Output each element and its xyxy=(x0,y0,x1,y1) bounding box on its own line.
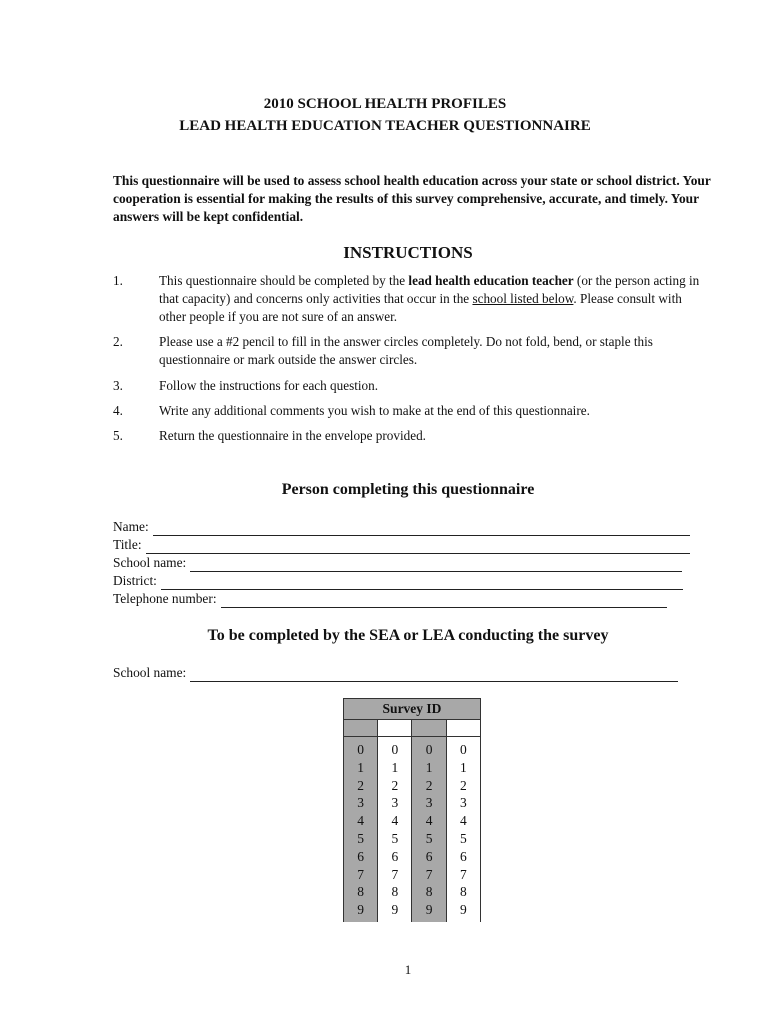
survey-id-box[interactable] xyxy=(378,720,412,737)
survey-id-digit[interactable]: 2 xyxy=(459,777,467,793)
survey-id-digit[interactable]: 2 xyxy=(425,777,433,793)
sea-section-heading: To be completed by the SEA or LEA conducting the survey xyxy=(207,627,609,644)
survey-id-digit[interactable]: 5 xyxy=(357,830,364,846)
survey-id-box[interactable] xyxy=(446,720,480,737)
survey-id-digit[interactable]: 6 xyxy=(425,848,433,864)
intro-paragraph: This questionnaire will be used to assess school health education across your state or school district. Your cooperation is essential for making the results of this survey comprehensive, accurate, and timely. Your answers will be kept confidential. xyxy=(113,173,711,224)
survey-id-digit[interactable]: 3 xyxy=(391,795,399,811)
survey-id-digit[interactable]: 4 xyxy=(391,813,399,829)
instruction-text: Return the questionnaire in the envelope provided. xyxy=(159,428,426,443)
survey-id-digit[interactable]: 8 xyxy=(459,884,467,900)
survey-id-digit[interactable]: 5 xyxy=(391,830,399,846)
survey-id-digit[interactable]: 3 xyxy=(425,795,433,811)
survey-id-digit[interactable]: 0 xyxy=(459,742,467,757)
survey-id-label: Survey ID xyxy=(344,699,481,720)
survey-id-digit[interactable]: 8 xyxy=(391,884,399,900)
document-title-line2: LEAD HEALTH EDUCATION TEACHER QUESTIONNAIRE xyxy=(179,118,591,134)
survey-id-digit[interactable]: 6 xyxy=(459,848,467,864)
survey-id-digit[interactable]: 1 xyxy=(391,759,399,775)
survey-id-digit[interactable]: 1 xyxy=(425,759,433,775)
survey-id-digit[interactable]: 3 xyxy=(459,795,467,811)
instruction-text: Please use a #2 pencil to fill in the answer circles completely. Do not fold, bend, or staple this questionnaire or mark outside the answer circles. xyxy=(159,334,653,367)
survey-id-digit[interactable]: 9 xyxy=(391,902,399,918)
survey-id-digit[interactable]: 5 xyxy=(459,830,467,846)
survey-id-digit[interactable]: 0 xyxy=(391,742,399,757)
sea-school-name-input-line[interactable] xyxy=(190,668,678,682)
survey-id-digit[interactable]: 2 xyxy=(391,777,399,793)
instruction-number: 4. xyxy=(113,403,123,418)
survey-id-digit[interactable]: 4 xyxy=(425,813,433,829)
school-name-field[interactable] xyxy=(113,554,682,572)
digit-column-1[interactable] xyxy=(344,737,378,922)
instruction-number: 3. xyxy=(113,378,123,393)
instruction-number: 1. xyxy=(113,273,123,288)
survey-id-digit[interactable]: 4 xyxy=(459,813,467,829)
survey-id-digit[interactable]: 7 xyxy=(459,866,467,882)
survey-id-digit[interactable]: 0 xyxy=(357,742,364,757)
digit-column-3[interactable] xyxy=(412,737,446,922)
district-field[interactable] xyxy=(113,572,683,590)
survey-id-digit[interactable]: 1 xyxy=(459,759,467,775)
survey-id-digit[interactable]: 9 xyxy=(357,902,364,918)
document-title-line1: 2010 SCHOOL HEALTH PROFILES xyxy=(263,96,507,112)
instruction-text: Follow the instructions for each question. xyxy=(159,378,379,393)
survey-id-digit[interactable]: 3 xyxy=(357,795,364,811)
instruction-text: Write any additional comments you wish to make at the end of this questionnaire. xyxy=(159,403,590,418)
sea-school-name-field[interactable] xyxy=(113,664,678,682)
survey-id-digit[interactable]: 0 xyxy=(425,742,433,757)
survey-id-digit[interactable]: 4 xyxy=(357,813,364,829)
digit-column-4[interactable] xyxy=(446,737,480,922)
survey-id-digit[interactable]: 8 xyxy=(357,884,364,900)
field-label: District: xyxy=(113,573,157,588)
instruction-number: 5. xyxy=(113,428,123,443)
telephone-input-line[interactable] xyxy=(221,594,667,608)
survey-id-digit[interactable]: 5 xyxy=(425,830,433,846)
survey-id-digit[interactable]: 2 xyxy=(357,777,364,793)
digit-column-2[interactable] xyxy=(378,737,412,922)
survey-id-digit[interactable]: 7 xyxy=(357,866,364,882)
name-field[interactable] xyxy=(113,518,690,536)
person-section-heading: Person completing this questionnaire xyxy=(281,481,535,498)
survey-id-box[interactable] xyxy=(344,720,378,737)
instruction-text: This questionnaire should be completed by the lead health education teacher (or the person acting in that capacity) and concerns only activities that occur in the school listed below. Please consult with other people if you are not sure of an answer. xyxy=(159,273,700,324)
field-label: Telephone number: xyxy=(113,591,217,606)
telephone-field[interactable] xyxy=(113,590,667,608)
survey-id-digit[interactable]: 7 xyxy=(391,866,399,882)
survey-id-digit[interactable]: 9 xyxy=(459,902,467,918)
field-label: School name: xyxy=(113,665,187,680)
survey-id-grid xyxy=(343,698,481,922)
page-number: 1 xyxy=(404,962,412,977)
school-name-input-line[interactable] xyxy=(190,558,682,572)
survey-id-digit[interactable]: 7 xyxy=(425,866,433,882)
survey-id-digit[interactable]: 9 xyxy=(425,902,433,918)
field-label: School name: xyxy=(113,555,187,570)
name-input-line[interactable] xyxy=(153,522,690,536)
title-input-line[interactable] xyxy=(146,540,690,554)
field-label: Title: xyxy=(113,537,142,552)
field-label: Name: xyxy=(113,519,149,534)
title-field[interactable] xyxy=(113,536,690,554)
survey-id-digit[interactable]: 6 xyxy=(391,848,399,864)
instruction-number: 2. xyxy=(113,334,123,349)
survey-id-digit[interactable]: 6 xyxy=(357,848,364,864)
survey-id-box[interactable] xyxy=(412,720,446,737)
survey-id-digit[interactable]: 1 xyxy=(357,759,364,775)
district-input-line[interactable] xyxy=(161,576,683,590)
survey-id-digit[interactable]: 8 xyxy=(425,884,433,900)
instructions-heading: INSTRUCTIONS xyxy=(343,243,473,262)
